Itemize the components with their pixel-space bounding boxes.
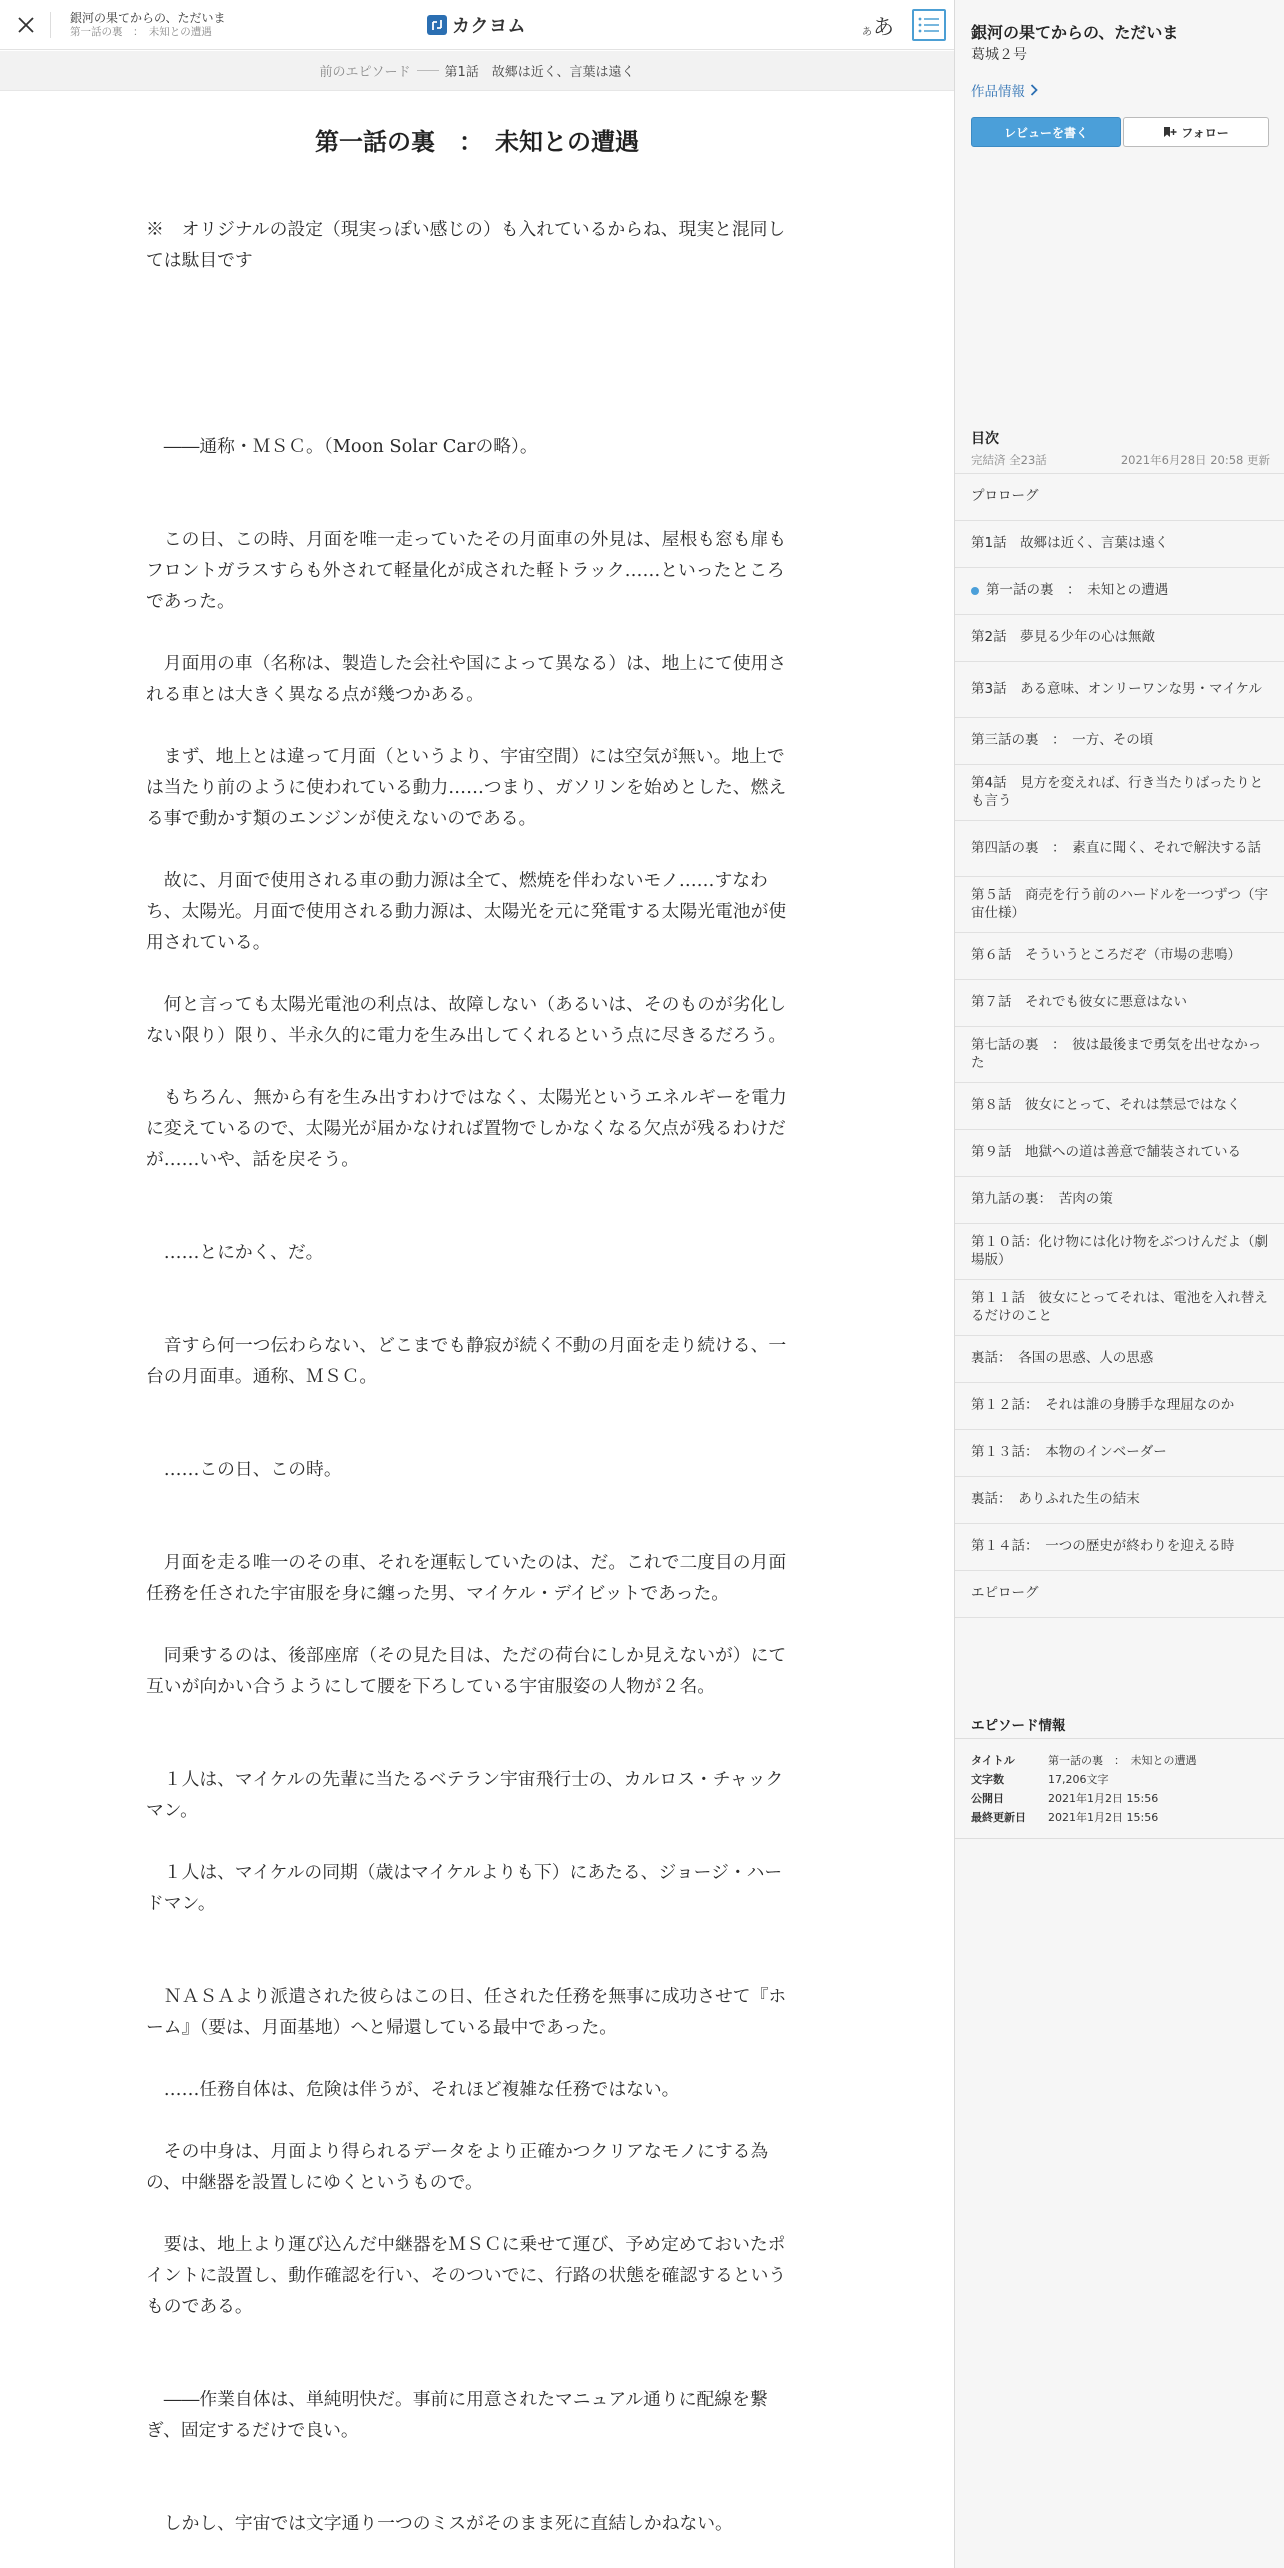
- follow-button[interactable]: [1123, 117, 1269, 147]
- toc-item[interactable]: [955, 1224, 1284, 1280]
- toc-item-label: 第七話の裏 ： 彼は最後まで勇気を出せなかった: [971, 1036, 1262, 1071]
- episode-body-area: [0, 92, 954, 2568]
- chevron-right-icon: [1030, 84, 1038, 96]
- logo-text: カクヨム: [452, 16, 526, 37]
- prev-episode-label: 前のエピソード: [319, 65, 411, 80]
- toc-item[interactable]: [955, 521, 1284, 568]
- toc-item-label: 第4話 見方を変えれば、行き当たりばったりとも言う: [971, 774, 1264, 809]
- toc-item-label: 第９話 地獄への道は善意で舗装されている: [971, 1144, 1241, 1161]
- top-header: [0, 0, 954, 50]
- toc-heading: 目次: [971, 431, 999, 447]
- episode-info-value: 第一話の裏 ： 未知との遭遇: [1048, 1753, 1197, 1767]
- episode-info-value: 17,206文字: [1048, 1772, 1109, 1786]
- toc-item[interactable]: [955, 615, 1284, 662]
- sidebar-author[interactable]: 葛城２号: [971, 47, 1027, 63]
- episode-info-key: 文字数: [971, 1772, 1004, 1786]
- paragraph: 同乗するのは、後部座席（その見た目は、ただの荷台にしか見えないが）にて互いが向かい合うようにして腰を下ろしている宇宙服姿の人物が２名。: [146, 1645, 787, 1697]
- toc-item-label: 第1話 故郷は近く、言葉は遠く: [971, 535, 1169, 552]
- episode-info-row: [971, 1769, 1197, 1788]
- paragraph: ……任務自体は、危険は伴うが、それほど複雑な任務ではない。: [146, 2079, 680, 2100]
- episode-info-row: [971, 1788, 1197, 1807]
- toc-item[interactable]: [955, 1130, 1284, 1177]
- toc-item[interactable]: [955, 1524, 1284, 1571]
- episode-info-key: 公開日: [971, 1791, 1004, 1805]
- header-work-title[interactable]: 銀河の果てからの、ただいま: [70, 11, 226, 25]
- kakuyomu-logo[interactable]: [427, 13, 526, 37]
- font-small-glyph: あ: [862, 27, 872, 38]
- paragraph: 要は、地上より運び込んだ中継器をＭＳＣに乗せて運び、予め定めておいたポイントに設置し、動作確認を行い、そのついでに、行路の状態を確認するというものである。: [146, 2234, 787, 2317]
- paragraph: しかし、宇宙では文字通り一つのミスがそのまま死に直結しかねない。: [146, 2513, 733, 2534]
- toc-item-label: 第１４話： 一つの歴史が終わりを迎える時: [971, 1538, 1235, 1555]
- toc-item-label: 第2話 夢見る少年の心は無敵: [971, 629, 1156, 646]
- toc-item-label: 第１０話：化け物には化け物をぶつけんだよ（劇場版）: [971, 1233, 1268, 1268]
- write-review-label: レビューを書く: [1003, 125, 1088, 140]
- toc-item[interactable]: [955, 1336, 1284, 1383]
- toc-item[interactable]: [955, 821, 1284, 877]
- toc-item-label: 第3話 ある意味、オンリーワンな男・マイケル: [971, 680, 1262, 697]
- toc-item[interactable]: [955, 877, 1284, 933]
- close-icon: [17, 16, 35, 34]
- toc-list: [955, 473, 1284, 1618]
- header-divider: [50, 12, 51, 38]
- paragraph: ――作業自体は、単純明快だ。事前に用意されたマニュアル通りに配線を繋ぎ、固定するだけで良い。: [146, 2389, 768, 2441]
- bookmark-plus-icon: [1163, 126, 1177, 138]
- toc-item-current[interactable]: [955, 568, 1284, 615]
- paragraph: その中身は、月面より得られるデータをより正確かつクリアなモノにする為の、中継器を設置しにゆくというもので。: [146, 2141, 769, 2193]
- toc-item[interactable]: [955, 1477, 1284, 1524]
- episode-info-value: 2021年1月2日 15:56: [1048, 1791, 1159, 1805]
- episode-title: 第一話の裏 ： 未知との遭遇: [315, 127, 639, 156]
- paragraph: 月面用の車（名称は、製造した会社や国によって異なる）は、地上にて使用される車とは大きく異なる点が幾つかある。: [146, 653, 787, 705]
- toc-item[interactable]: [955, 1027, 1284, 1083]
- toc-item-label: エピローグ: [971, 1585, 1039, 1602]
- episode-info-table: [971, 1750, 1197, 1826]
- header-titles[interactable]: [70, 11, 226, 39]
- paragraph: この日、この時、月面を唯一走っていたその月面車の外見は、屋根も窓も扉もフロントガラスすらも外されて軽量化が成された軽トラック……といったところであった。: [146, 529, 787, 612]
- toc-item-label: 第６話 そういうところだぞ（市場の悲鳴）: [971, 947, 1241, 964]
- toc-item[interactable]: [955, 718, 1284, 765]
- episode-info-heading: エピソード情報: [971, 1718, 1066, 1734]
- episode-info-divider: [955, 1738, 1284, 1739]
- toc-item[interactable]: [955, 1383, 1284, 1430]
- toc-item[interactable]: [955, 980, 1284, 1027]
- prev-episode-link[interactable]: [0, 51, 954, 91]
- paragraph: ＮＡＳＡより派遣された彼らはこの日、任された任務を無事に成功させて『ホーム』（要は、月面基地）へと帰還している最中であった。: [146, 1986, 787, 2038]
- toc-item-label: 第四話の裏 ： 素直に聞く、それで解決する話: [971, 839, 1261, 856]
- close-button[interactable]: [10, 9, 42, 41]
- toc-item-label: 第１３話： 本物のインベーダー: [971, 1444, 1167, 1461]
- toc-status: 完結済 全23話: [971, 453, 1047, 467]
- current-episode-dot: [971, 587, 979, 595]
- write-review-button[interactable]: [971, 117, 1121, 147]
- toc-item[interactable]: [955, 1177, 1284, 1224]
- paragraph: １人は、マイケルの同期（歳はマイケルよりも下）にあたる、ジョージ・ハードマン。: [146, 1862, 783, 1914]
- toc-item[interactable]: [955, 474, 1284, 521]
- sidebar-work-title[interactable]: 銀河の果てからの、ただいま: [971, 23, 1179, 42]
- toc-toggle-button[interactable]: [912, 9, 946, 41]
- toc-item[interactable]: [955, 1280, 1284, 1336]
- toc-item-label: 第１２話： それは誰の身勝手な理屈なのか: [971, 1397, 1235, 1414]
- work-info-link[interactable]: [971, 80, 1038, 100]
- prev-episode-divider: [417, 70, 439, 71]
- episode-text: [146, 214, 794, 2539]
- toc-item[interactable]: [955, 1571, 1284, 1618]
- paragraph: 月面を走る唯一のその車、それを運転していたのは、だ。これで二度目の月面任務を任された宇宙服を身に纏った男、マイケル・デイビットであった。: [146, 1552, 787, 1604]
- logo-mark-icon: [427, 15, 447, 35]
- episode-info-key: タイトル: [971, 1753, 1015, 1767]
- toc-item-label: 第１１話 彼女にとってそれは、電池を入れ替えるだけのこと: [971, 1289, 1268, 1324]
- paragraph: 音すら何一つ伝わらない、どこまでも静寂が続く不動の月面を走り続ける、一台の月面車。通称、ＭＳＣ。: [146, 1335, 787, 1387]
- toc-updated: 2021年6月28日 20:58 更新: [1120, 453, 1270, 467]
- paragraph: ……この日、この時。: [146, 1459, 342, 1480]
- episode-info-row: [971, 1807, 1197, 1826]
- episode-info-row: [971, 1750, 1197, 1769]
- toc-item[interactable]: [955, 1430, 1284, 1477]
- paragraph: 故に、月面で使用される車の動力源は全て、燃焼を伴わないモノ……すなわち、太陽光。月面で使用される動力源は、太陽光を元に発電する太陽光電池が使用されている。: [146, 870, 787, 953]
- toc-item-label: 第８話 彼女にとって、それは禁忌ではなく: [971, 1097, 1241, 1114]
- paragraph: まず、地上とは違って月面（というより、宇宙空間）には空気が無い。地上では当たり前のように使われている動力……つまり、ガソリンを始めとした、燃える事で動かす類のエンジンが使えないのである。: [146, 746, 787, 829]
- toc-item[interactable]: [955, 933, 1284, 980]
- font-large-glyph: あ: [873, 15, 894, 39]
- follow-label: フォロー: [1181, 125, 1229, 140]
- paragraph: もちろん、無から有を生み出すわけではなく、太陽光というエネルギーを電力に変えているので、太陽光が届かなければ置物でしかなくなる欠点が残るわけだが……いや、話を戻そう。: [146, 1087, 787, 1170]
- font-settings-button[interactable]: [862, 10, 894, 38]
- toc-item-label: 裏話： ありふれた生の結末: [971, 1491, 1140, 1508]
- header-episode-title: 第一話の裏 ： 未知との遭遇: [70, 26, 212, 38]
- sidebar: [954, 0, 1284, 2568]
- toc-item-label: 第九話の裏： 苦肉の策: [971, 1191, 1113, 1208]
- toc-item-label: 第７話 それでも彼女に悪意はない: [971, 994, 1187, 1011]
- prev-episode-title: 第1話 故郷は近く、言葉は遠く: [444, 65, 635, 80]
- list-icon: [918, 16, 940, 34]
- paragraph: ※ オリジナルの設定（現実っぽい感じの）も入れているからね、現実と混同しては駄目です: [146, 219, 786, 271]
- toc-item[interactable]: [955, 765, 1284, 821]
- paragraph: ――通称・ＭＳＣ。（Moon Solar Carの略）。: [146, 436, 538, 457]
- work-info-label: 作品情報: [971, 84, 1025, 100]
- paragraph: ……とにかく、だ。: [146, 1242, 324, 1263]
- toc-item-label: 第一話の裏 ： 未知との遭遇: [986, 582, 1169, 599]
- toc-item-label: 裏話： 各国の思惑、人の思惑: [971, 1350, 1154, 1367]
- episode-info-divider-bottom: [955, 1838, 1284, 1839]
- toc-item-label: 第三話の裏 ： 一方、その頃: [971, 732, 1154, 749]
- toc-item[interactable]: [955, 662, 1284, 718]
- toc-item-label: プロローグ: [971, 488, 1039, 505]
- paragraph: 何と言っても太陽光電池の利点は、故障しない（あるいは、そのものが劣化しない限り）限り、半永久的に電力を生み出してくれるという点に尽きるだろう。: [146, 994, 787, 1046]
- toc-item-label: 第５話 商売を行う前のハードルを一つずつ（宇宙仕様）: [971, 886, 1268, 921]
- paragraph: １人は、マイケルの先輩に当たるベテラン宇宙飛行士の、カルロス・チャックマン。: [146, 1769, 784, 1821]
- episode-info-value: 2021年1月2日 15:56: [1048, 1810, 1159, 1824]
- episode-info-key: 最終更新日: [971, 1810, 1026, 1824]
- toc-item[interactable]: [955, 1083, 1284, 1130]
